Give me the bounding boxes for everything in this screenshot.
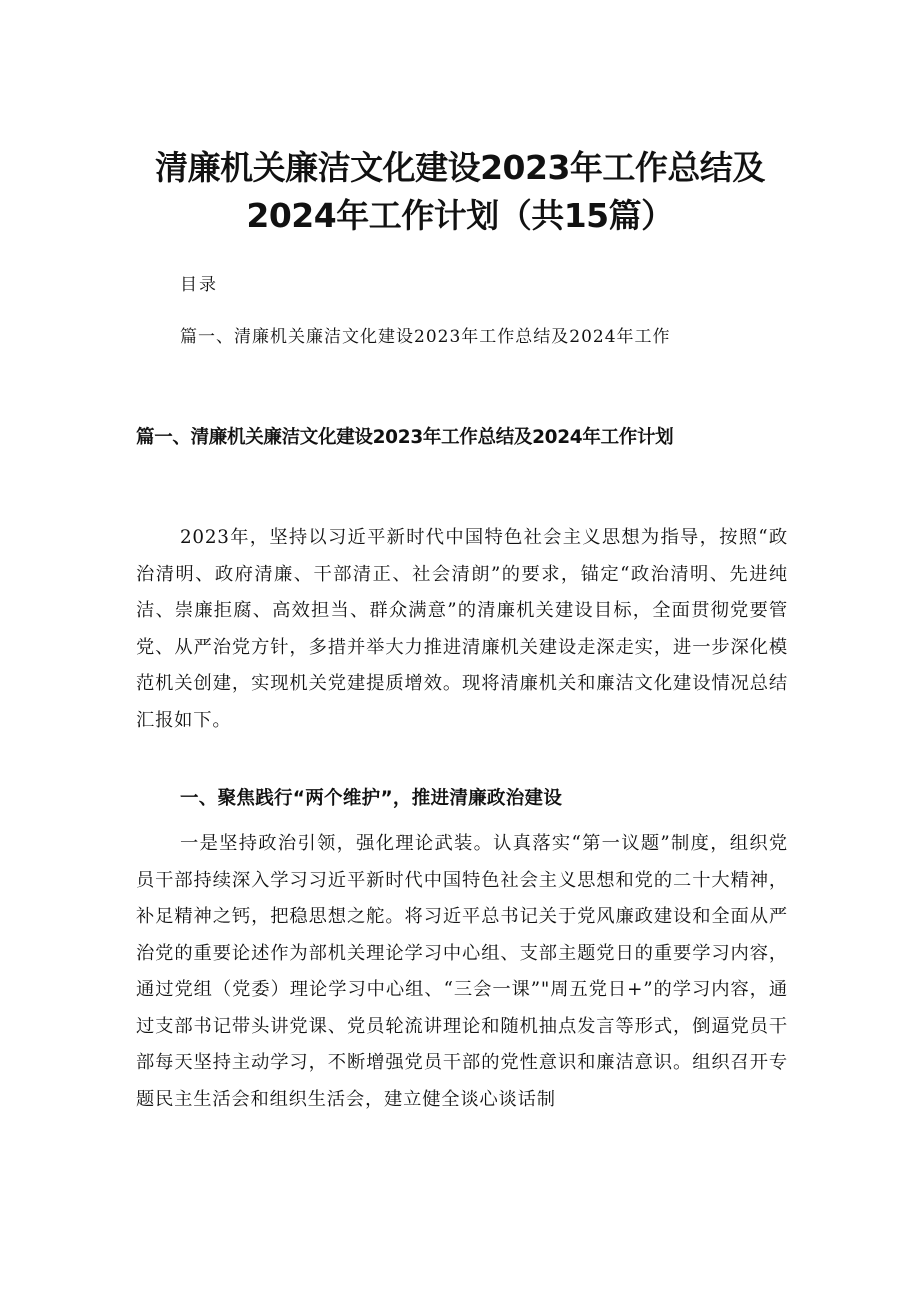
intro-paragraph: 2023年，坚持以习近平新时代中国特色社会主义思想为指导，按照“政治清明、政府清廉、干部清正、社会清朗”的要求，锚定“政治清明、先进纯洁、崇廉拒腐、高效担当、群众满意”的清廉机关建设目标，全面贯彻党要管党、从严治党方针，多措并举大力推进清廉机关建设走深走实，进一步深化模范机关创建，实现机关党建提质增效。现将清廉机关和廉洁文化建设情况总结汇报如下。 xyxy=(136,527,788,731)
toc-heading: 目录 xyxy=(180,275,218,295)
document-title-line-2: 2024年工作计划（共15篇） xyxy=(246,196,674,235)
chapter-title: 篇一、清廉机关廉洁文化建设2023年工作总结及2024年工作计划 xyxy=(136,427,674,448)
toc-item[interactable]: 篇一、清廉机关廉洁文化建设2023年工作总结及2024年工作 xyxy=(180,327,671,347)
section-heading: 一、聚焦践行“两个维护”，推进清廉政治建设 xyxy=(180,788,563,809)
section-paragraph: 一是坚持政治引领，强化理论武装。认真落实“第一议题”制度，组织党员干部持续深入学习习近平新时代中国特色社会主义思想和党的二十大精神，补足精神之钙，把稳思想之舵。将习近平总书记关于党风廉政建设和全面从严治党的重要论述作为部机关理论学习中心组、支部主题党日的重要学习内容，通过党组（党委）理论学习中心组、“三会一课”"周五党日+”的学习内容，通过支部书记带头讲党课、党员轮流讲理论和随机抽点发言等形式，倒逼党员干部每天坚持主动学习，不断增强党员干部的党性意识和廉洁意识。组织召开专题民主生活会和组织生活会，建立健全谈心谈话制 xyxy=(136,833,788,1110)
document-title-line-1: 清廉机关廉洁文化建设2023年工作总结及 xyxy=(155,148,765,187)
